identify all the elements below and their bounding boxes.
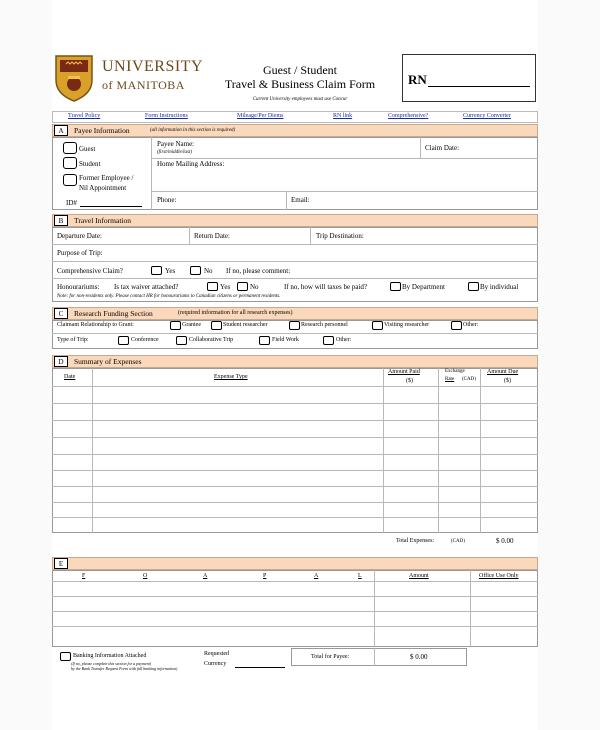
email-label: Email:	[291, 196, 310, 204]
exchange-unit: (CAD)	[462, 377, 476, 382]
tax-waiver-no-checkbox[interactable]	[237, 282, 248, 291]
tax-waiver-no-label: No	[250, 283, 259, 291]
amount-due-header: Amount Due	[487, 369, 519, 375]
guest-label: Guest	[79, 145, 96, 153]
by-department-label: By Department	[402, 283, 445, 291]
by-individual-label: By individual	[480, 283, 519, 291]
table-row	[52, 454, 538, 455]
section-c-note: (required information for all research expenses)	[178, 310, 293, 316]
form-title-line1: Guest / Student	[263, 63, 337, 77]
table-row	[52, 437, 538, 438]
fopal-p-header: P	[263, 573, 267, 579]
section-e-letter: E	[54, 558, 68, 569]
conference-label: Conference	[131, 337, 159, 343]
fopal-f-header: F	[82, 573, 86, 579]
university-name-line2: of MANITOBA	[102, 78, 185, 92]
rn-label: RN	[408, 72, 427, 87]
former-employee-checkbox[interactable]	[63, 174, 77, 186]
total-payee-value: $ 0.00	[410, 653, 428, 661]
comprehensive-no-label: No	[204, 267, 213, 275]
fopal-l-header: L	[358, 573, 362, 579]
table-row	[52, 420, 538, 421]
fopal-a-header: A	[203, 573, 208, 579]
trip-destination-label: Trip Destination:	[316, 232, 364, 240]
divider	[383, 368, 384, 533]
relationship-other-label: Other:	[463, 322, 479, 328]
student-researcher-label: Student researcher	[223, 322, 268, 328]
expense-type-header: Expense Type	[214, 374, 248, 380]
divider	[52, 581, 538, 582]
form-instructions-link[interactable]: Form Instructions	[145, 113, 188, 119]
banking-info-label: Banking Information Attached	[73, 653, 147, 659]
section-c-letter: C	[54, 308, 68, 319]
currency-converter-link[interactable]: Currency Converter	[463, 113, 511, 119]
rn-link[interactable]: RN link	[333, 113, 353, 119]
rn-input-line[interactable]	[428, 86, 530, 87]
student-checkbox[interactable]	[63, 157, 77, 169]
expenses-table	[52, 368, 538, 533]
student-researcher-checkbox[interactable]	[211, 321, 222, 330]
table-row	[52, 502, 538, 503]
comprehensive-yes-checkbox[interactable]	[151, 266, 162, 275]
fopal-o-header: O	[143, 573, 148, 579]
date-header: Date	[64, 374, 76, 380]
table-row	[52, 486, 538, 487]
honourariums-label: Honourariums:	[57, 283, 100, 291]
form-title-line2: Travel & Business Claim Form	[224, 77, 376, 91]
honourarium-note: Note: for non-residents only. Please contact HR for honourariums to Canadian citizens or permanent residents.	[57, 294, 281, 299]
section-b-letter: B	[54, 215, 68, 226]
university-crest-icon	[54, 54, 94, 102]
trip-other-label: Other:	[336, 337, 352, 343]
taxes-paid-question: If no, how will taxes be paid?	[284, 283, 368, 291]
amount-due-unit: ($)	[504, 378, 511, 384]
total-expenses-value: $ 0.00	[496, 537, 514, 545]
employee-note: Current University employees must use Concur	[252, 97, 348, 102]
amount-header: Amount	[409, 573, 429, 579]
divider	[420, 137, 421, 158]
exchange-header: Exchange	[445, 369, 465, 374]
id-label: ID#	[66, 199, 77, 207]
divider	[438, 368, 439, 533]
guest-checkbox[interactable]	[63, 142, 77, 154]
field-work-checkbox[interactable]	[259, 336, 270, 345]
trip-other-checkbox[interactable]	[323, 336, 334, 345]
section-b-title: Travel Information	[74, 216, 132, 225]
visiting-researcher-label: Visiting researcher	[384, 322, 430, 328]
departure-date-label: Departure Date:	[57, 232, 102, 240]
total-expenses-label: Total Expenses:	[396, 538, 435, 544]
section-e-bar	[52, 557, 538, 570]
office-use-header: Office Use Only	[479, 573, 519, 579]
divider	[52, 244, 538, 245]
conference-checkbox[interactable]	[118, 336, 129, 345]
tax-waiver-question: Is tax waiver attached?	[114, 283, 179, 291]
mileage-per-diems-link[interactable]: Mileage/Per Diems	[237, 113, 284, 119]
section-c-title: Research Funding Section	[74, 309, 153, 318]
divider	[374, 648, 375, 666]
collaborative-trip-label: Collaborative Trip	[189, 337, 234, 343]
comprehensive-yes-label: Yes	[165, 267, 176, 275]
table-row	[52, 403, 538, 404]
divider	[52, 278, 538, 279]
requested-label: Requested	[204, 651, 229, 657]
grantee-checkbox[interactable]	[170, 321, 181, 330]
payee-name-label: Payee Name:	[157, 140, 195, 148]
divider	[92, 368, 93, 533]
divider	[480, 368, 481, 533]
phone-label: Phone:	[157, 196, 177, 204]
return-date-label: Return Date:	[194, 232, 230, 240]
mailing-address-label: Home Mailing Address:	[157, 160, 225, 168]
visiting-researcher-checkbox[interactable]	[372, 321, 383, 330]
currency-label: Currency	[204, 661, 227, 667]
research-personnel-label: Research personnel	[301, 322, 348, 328]
currency-input-line[interactable]	[235, 667, 285, 668]
comprehensive-link[interactable]: Comprehensive?	[388, 113, 429, 119]
payee-name-hint: (first/middle/last)	[157, 150, 192, 155]
total-expenses-unit: (CAD)	[451, 539, 465, 544]
trip-type-label: Type of Trip:	[57, 337, 89, 343]
divider	[52, 333, 538, 334]
research-personnel-checkbox[interactable]	[289, 321, 300, 330]
by-individual-checkbox[interactable]	[468, 282, 479, 291]
section-a-note: (all information in this section is required)	[150, 128, 236, 133]
section-d-title: Summary of Expenses	[74, 357, 142, 366]
table-row	[52, 517, 538, 518]
purpose-label: Purpose of Trip:	[57, 249, 103, 257]
table-row	[52, 626, 538, 627]
banking-note-2: by the Bank Transfer Request Form with full banking information)	[71, 666, 178, 671]
relationship-other-checkbox[interactable]	[451, 321, 462, 330]
divider	[151, 191, 538, 192]
former-employee-label: Former Employee /	[79, 174, 134, 182]
total-payee-label: Total for Payee:	[311, 654, 350, 660]
travel-policy-link[interactable]: Travel Policy	[68, 113, 101, 119]
field-work-label: Field Work	[272, 337, 299, 343]
tax-waiver-yes-label: Yes	[220, 283, 231, 291]
claim-date-label: Claim Date:	[425, 144, 460, 152]
banking-note-1: (If no, please complete this section for a payment)	[71, 661, 152, 666]
amount-paid-header: Amount Paid	[388, 369, 420, 375]
section-a-title: Payee Information	[74, 126, 130, 135]
table-row	[52, 596, 538, 597]
divider	[151, 158, 538, 159]
banking-info-checkbox[interactable]	[60, 652, 71, 661]
divider	[189, 227, 190, 244]
comprehensive-claim-label: Comprehensive Claim?	[57, 267, 123, 275]
divider	[151, 137, 152, 210]
id-input-line[interactable]	[80, 206, 142, 207]
student-label: Student	[79, 160, 101, 168]
divider	[52, 261, 538, 262]
relationship-label: Claimant Relationship to Grant:	[57, 322, 134, 328]
table-row	[52, 611, 538, 612]
nil-appointment-label: Nil Appointment	[79, 184, 127, 192]
section-a-letter: A	[54, 125, 68, 136]
section-d-letter: D	[54, 356, 68, 367]
by-department-checkbox[interactable]	[390, 282, 401, 291]
amount-paid-unit: ($)	[406, 378, 413, 384]
comprehensive-no-checkbox[interactable]	[190, 266, 201, 275]
divider	[310, 227, 311, 244]
divider	[286, 191, 287, 210]
collaborative-trip-checkbox[interactable]	[176, 336, 187, 345]
table-row	[52, 470, 538, 471]
divider	[52, 386, 538, 387]
if-no-comment-label: If no, please comment:	[226, 267, 291, 275]
tax-waiver-yes-checkbox[interactable]	[207, 282, 218, 291]
university-name: UNIVERSITY	[102, 58, 203, 75]
exchange-rate-header: Rate	[445, 377, 455, 382]
fopal-a2-header: A	[314, 573, 319, 579]
grantee-label: Grantee	[182, 322, 201, 328]
